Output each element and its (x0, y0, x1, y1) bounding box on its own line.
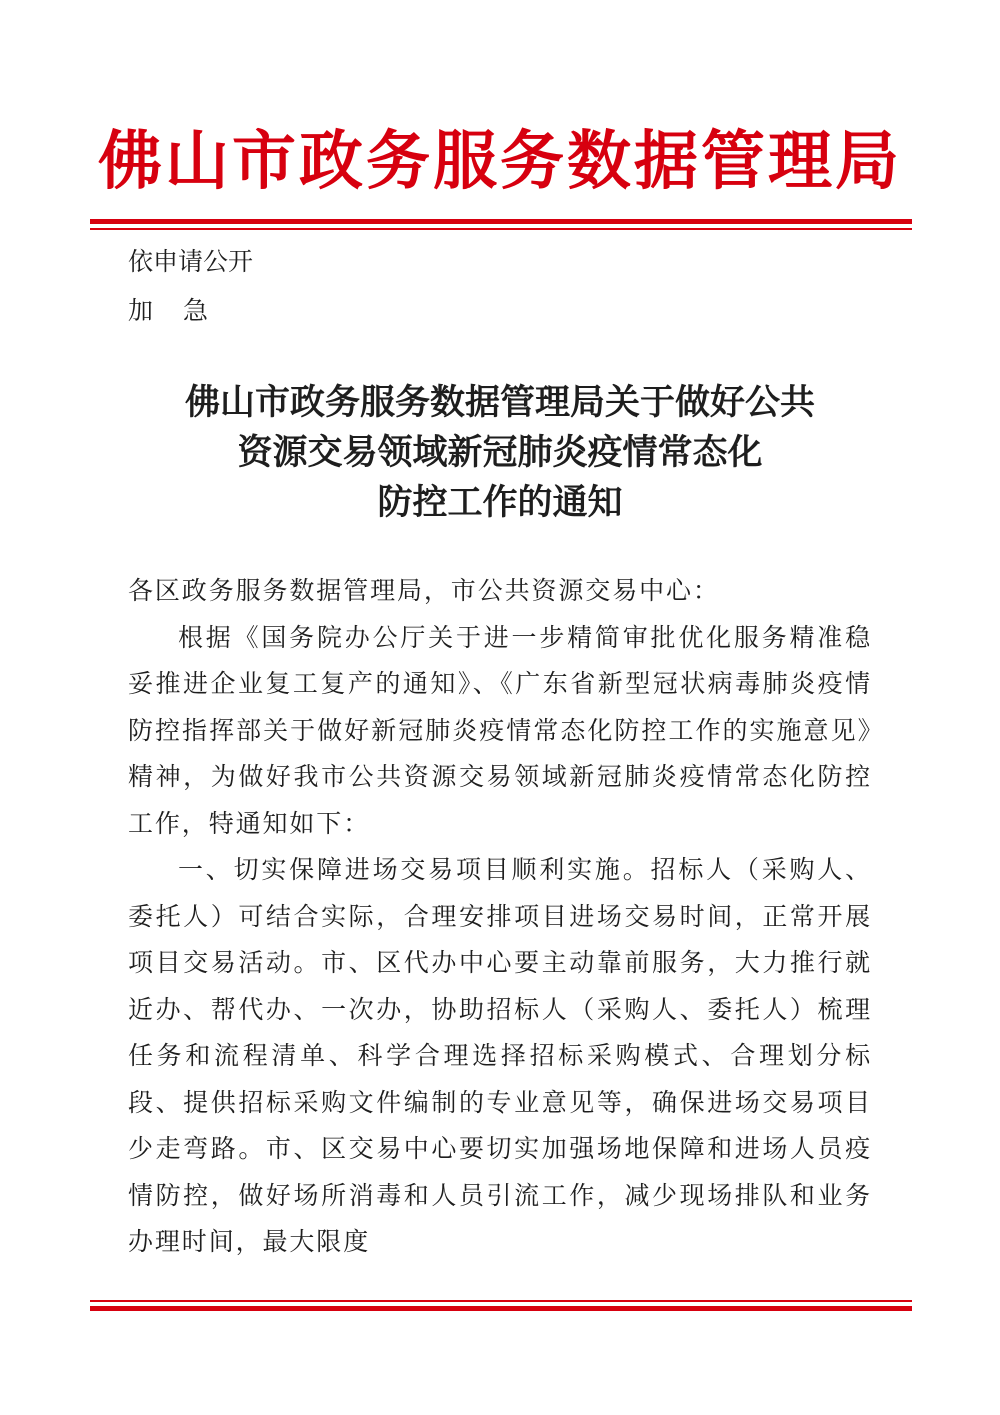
header-divider-thick (90, 219, 912, 224)
footer-divider-thin (90, 1300, 912, 1302)
document-title-line-2: 资源交易领域新冠肺炎疫情常态化 (237, 432, 763, 473)
document-body (128, 568, 872, 1266)
document-title-line-1: 佛山市政务服务数据管理局关于做好公共 (184, 382, 815, 423)
disclosure-label: 依申请公开 (128, 247, 254, 276)
agency-header-title: 佛山市政务服务数据管理局 (98, 124, 902, 199)
body-paragraph-1: 根据《国务院办公厅关于进一步精简审批优化服务精准稳妥推进企业复工复产的通知》、《广东省新型冠状病毒肺炎疫情防控指挥部关于做好新冠肺炎疫情常态化防控工作的实施意见》精神，为做好我市公共资源交易领域新冠肺炎疫情常态化防控工作，特通知如下： (128, 622, 872, 838)
urgency-char-2: 急 (183, 296, 209, 325)
body-paragraph-2: 一、切实保障进场交易项目顺利实施。招标人（采购人、委托人）可结合实际，合理安排项目进场交易时间，正常开展项目交易活动。市、区代办中心要主动靠前服务，大力推行就近办、帮代办、一次办，协助招标人（采购人、委托人）梳理任务和流程清单、科学合理选择招标采购模式、合理划分标段、提供招标采购文件编制的专业意见等，确保进场交易项目少走弯路。市、区交易中心要切实加强场地保障和进场人员疫情防控，做好场所消毒和人员引流工作，减少现场排队和业务办理时间，最大限度 (128, 855, 872, 1256)
header-divider-thin (90, 228, 912, 230)
urgency-char-1: 加 (128, 296, 154, 325)
addressee-line: 各区政务服务数据管理局，市公共资源交易中心： (128, 576, 720, 605)
urgency-label (128, 295, 208, 327)
document-title-line-3: 防控工作的通知 (377, 482, 623, 523)
footer-divider-thick (90, 1306, 912, 1311)
document-title (0, 378, 1000, 528)
